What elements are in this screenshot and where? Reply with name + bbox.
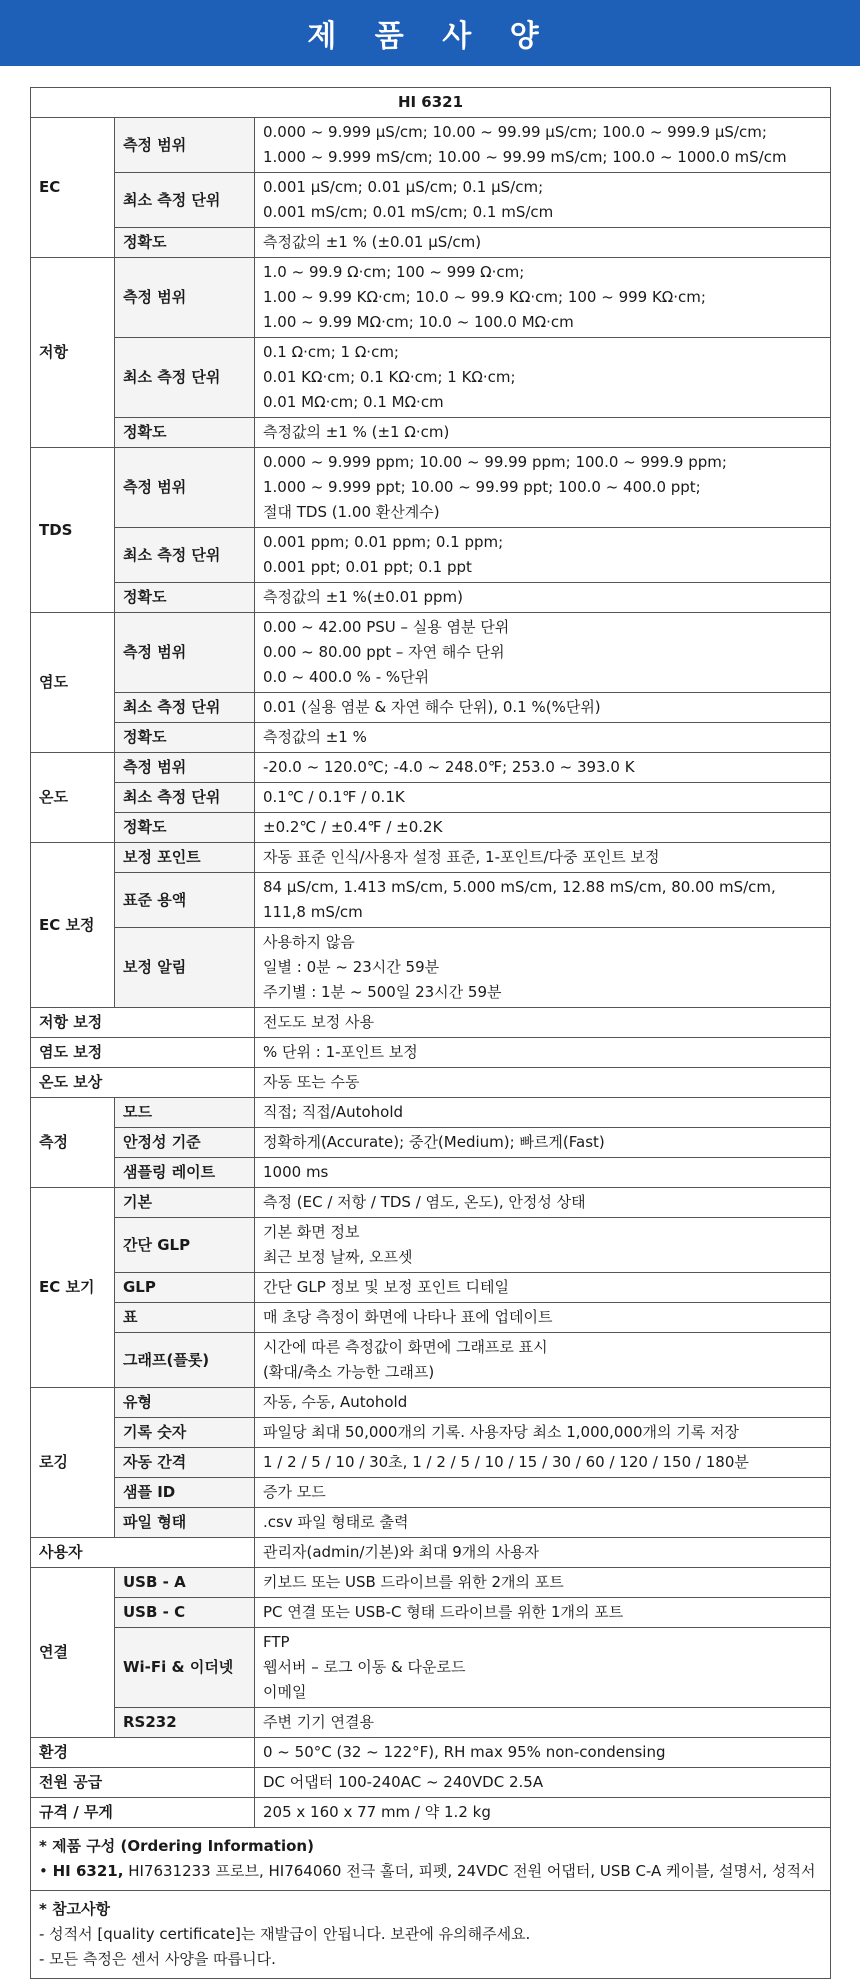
ordering-title: * 제품 구성 (Ordering Information) (39, 1837, 314, 1855)
sub-label: Wi-Fi & 이더넷 (115, 1628, 255, 1708)
sub-label: 정확도 (115, 723, 255, 753)
spec-value (255, 813, 831, 843)
value-line: 0.001 µS/cm; 0.01 µS/cm; 0.1 µS/cm; (263, 178, 544, 196)
spec-value (255, 1388, 831, 1418)
spec-row (31, 1508, 831, 1538)
section-label: 연결 (31, 1568, 115, 1738)
value-line: 1.00 ~ 9.99 KΩ·cm; 10.0 ~ 99.9 KΩ·cm; 100 ~ 999 KΩ·cm; (263, 288, 706, 306)
value-line: 매 초당 측정이 화면에 나타나 표에 업데이트 (263, 1308, 553, 1326)
section-label: 측정 (31, 1098, 115, 1188)
ordering-info (31, 1828, 831, 1891)
sub-label: 정확도 (115, 228, 255, 258)
spec-value (255, 1628, 831, 1708)
sub-label: 간단 GLP (115, 1218, 255, 1273)
spec-value (255, 173, 831, 228)
spec-row (31, 1768, 831, 1798)
value-line: DC 어댑터 100-240AC ~ 240VDC 2.5A (263, 1773, 544, 1791)
section-label: 규격 / 무게 (31, 1798, 255, 1828)
spec-value (255, 1768, 831, 1798)
value-line: 일별 : 0분 ~ 23시간 59분 (263, 958, 440, 976)
notes-title: * 참고사항 (39, 1900, 111, 1918)
sub-label: USB - A (115, 1568, 255, 1598)
spec-value (255, 1128, 831, 1158)
spec-value (255, 1188, 831, 1218)
value-line: 웹서버 – 로그 이동 & 다운로드 (263, 1658, 466, 1676)
value-line: 최근 보정 날짜, 오프셋 (263, 1248, 413, 1266)
section-label: 전원 공급 (31, 1768, 255, 1798)
value-line: 0.000 ~ 9.999 µS/cm; 10.00 ~ 99.99 µS/cm; 100.0 ~ 999.9 µS/cm; (263, 123, 767, 141)
value-line: (확대/축소 가능한 그래프) (263, 1363, 435, 1381)
spec-row (31, 1448, 831, 1478)
spec-value (255, 1538, 831, 1568)
spec-row (31, 1273, 831, 1303)
value-line: 111,8 mS/cm (263, 903, 363, 921)
value-line: 키보드 또는 USB 드라이브를 위한 2개의 포트 (263, 1573, 564, 1591)
spec-container (0, 66, 860, 1979)
value-line: 직접; 직접/Autohold (263, 1103, 404, 1121)
value-line: 절대 TDS (1.00 환산계수) (263, 503, 440, 521)
spec-row (31, 723, 831, 753)
spec-row (31, 528, 831, 583)
sub-label: 기본 (115, 1188, 255, 1218)
sub-label: 최소 측정 단위 (115, 528, 255, 583)
spec-row (31, 1303, 831, 1333)
sub-label: USB - C (115, 1598, 255, 1628)
spec-row (31, 843, 831, 873)
sub-label: GLP (115, 1273, 255, 1303)
section-label: TDS (31, 448, 115, 613)
value-line: % 단위 : 1-포인트 보정 (263, 1043, 418, 1061)
spec-row (31, 583, 831, 613)
spec-row (31, 813, 831, 843)
sub-label: 최소 측정 단위 (115, 338, 255, 418)
spec-value (255, 258, 831, 338)
spec-value (255, 1478, 831, 1508)
sub-label: 측정 범위 (115, 258, 255, 338)
spec-value (255, 1098, 831, 1128)
spec-value (255, 448, 831, 528)
value-line: 측정값의 ±1 %(±0.01 ppm) (263, 588, 463, 606)
spec-row (31, 1068, 831, 1098)
spec-row (31, 783, 831, 813)
value-line: 1000 ms (263, 1163, 329, 1181)
sub-label: 자동 간격 (115, 1448, 255, 1478)
spec-value (255, 1273, 831, 1303)
sub-label: 측정 범위 (115, 118, 255, 173)
spec-row (31, 1798, 831, 1828)
spec-row (31, 873, 831, 928)
value-line: 전도도 보정 사용 (263, 1013, 374, 1031)
spec-row (31, 1098, 831, 1128)
value-line: 측정값의 ±1 % (±0.01 µS/cm) (263, 233, 482, 251)
spec-row (31, 1008, 831, 1038)
value-line: 측정 (EC / 저항 / TDS / 염도, 온도), 안정성 상태 (263, 1193, 586, 1211)
spec-row (31, 693, 831, 723)
spec-footer (31, 1828, 831, 1979)
spec-row (31, 1038, 831, 1068)
value-line: 0.0 ~ 400.0 % - %단위 (263, 668, 430, 686)
sub-label: 정확도 (115, 813, 255, 843)
value-line: PC 연결 또는 USB-C 형태 드라이브를 위한 1개의 포트 (263, 1603, 624, 1621)
value-line: 0.001 ppm; 0.01 ppm; 0.1 ppm; (263, 533, 504, 551)
section-label: EC (31, 118, 115, 258)
spec-row (31, 173, 831, 228)
note-line: - 성적서 [quality certificate]는 재발급이 안됩니다. 보관에 유의해주세요. (39, 1925, 531, 1943)
spec-value (255, 1218, 831, 1273)
page-title-banner (0, 0, 860, 66)
value-line: 정확하게(Accurate); 중간(Medium); 빠르게(Fast) (263, 1133, 605, 1151)
spec-row (31, 1628, 831, 1708)
spec-value (255, 928, 831, 1008)
value-line: 자동 또는 수동 (263, 1073, 360, 1091)
value-line: 간단 GLP 정보 및 보정 포인트 디테일 (263, 1278, 510, 1296)
spec-row (31, 118, 831, 173)
value-line: -20.0 ~ 120.0℃; -4.0 ~ 248.0℉; 253.0 ~ 393.0 K (263, 758, 635, 776)
ordering-bullet: • (39, 1862, 53, 1880)
value-line: 관리자(admin/기본)와 최대 9개의 사용자 (263, 1543, 539, 1561)
sub-label: 정확도 (115, 418, 255, 448)
value-line: 0.01 (실용 염분 & 자연 해수 단위), 0.1 %(%단위) (263, 698, 601, 716)
spec-row (31, 613, 831, 693)
spec-value (255, 843, 831, 873)
value-line: 0.00 ~ 80.00 ppt – 자연 해수 단위 (263, 643, 505, 661)
spec-value (255, 693, 831, 723)
spec-row (31, 753, 831, 783)
value-line: 기본 화면 정보 (263, 1223, 360, 1241)
spec-value (255, 1333, 831, 1388)
value-line: 증가 모드 (263, 1483, 326, 1501)
value-line: 주변 기기 연결용 (263, 1713, 374, 1731)
spec-value (255, 873, 831, 928)
value-line: 0.1 Ω·cm; 1 Ω·cm; (263, 343, 399, 361)
value-line: 0.000 ~ 9.999 ppm; 10.00 ~ 99.99 ppm; 100.0 ~ 999.9 ppm; (263, 453, 727, 471)
sub-label: 그래프(플롯) (115, 1333, 255, 1388)
value-line: 0.001 mS/cm; 0.01 mS/cm; 0.1 mS/cm (263, 203, 554, 221)
notes (31, 1891, 831, 1979)
spec-row (31, 228, 831, 258)
spec-row (31, 448, 831, 528)
spec-row (31, 1598, 831, 1628)
spec-row (31, 1738, 831, 1768)
sub-label: 안정성 기준 (115, 1128, 255, 1158)
sub-label: 보정 알림 (115, 928, 255, 1008)
section-label: 저항 (31, 258, 115, 448)
page-title: 제 품 사 양 (307, 19, 553, 54)
spec-row (31, 1158, 831, 1188)
spec-table-body (31, 88, 831, 1828)
sub-label: 측정 범위 (115, 753, 255, 783)
spec-row (31, 1218, 831, 1273)
section-label: 저항 보정 (31, 1008, 255, 1038)
ordering-row (31, 1828, 831, 1891)
ordering-model: HI 6321, (52, 1862, 124, 1880)
spec-value (255, 1158, 831, 1188)
spec-row (31, 1418, 831, 1448)
value-line: 주기별 : 1분 ~ 500일 23시간 59분 (263, 983, 502, 1001)
spec-value (255, 1598, 831, 1628)
sub-label: 측정 범위 (115, 448, 255, 528)
spec-row (31, 928, 831, 1008)
section-label: EC 보기 (31, 1188, 115, 1388)
sub-label: RS232 (115, 1708, 255, 1738)
spec-value (255, 1448, 831, 1478)
value-line: 0.001 ppt; 0.01 ppt; 0.1 ppt (263, 558, 472, 576)
spec-value (255, 418, 831, 448)
value-line: 1.000 ~ 9.999 mS/cm; 10.00 ~ 99.99 mS/cm; 100.0 ~ 1000.0 mS/cm (263, 148, 787, 166)
section-label: 염도 보정 (31, 1038, 255, 1068)
model-row (31, 88, 831, 118)
ordering-line (39, 1862, 816, 1880)
section-label: 온도 보상 (31, 1068, 255, 1098)
sub-label: 샘플링 레이트 (115, 1158, 255, 1188)
value-line: 1.0 ~ 99.9 Ω·cm; 100 ~ 999 Ω·cm; (263, 263, 525, 281)
spec-value (255, 1303, 831, 1333)
sub-label: 표 (115, 1303, 255, 1333)
value-line: 0.00 ~ 42.00 PSU – 실용 염분 단위 (263, 618, 510, 636)
value-line: 측정값의 ±1 % (±1 Ω·cm) (263, 423, 450, 441)
section-label: 환경 (31, 1738, 255, 1768)
value-line: 1.000 ~ 9.999 ppt; 10.00 ~ 99.99 ppt; 100.0 ~ 400.0 ppt; (263, 478, 701, 496)
spec-value (255, 338, 831, 418)
sub-label: 최소 측정 단위 (115, 173, 255, 228)
spec-row (31, 338, 831, 418)
value-line: 측정값의 ±1 % (263, 728, 367, 746)
value-line: 205 x 160 x 77 mm / 약 1.2 kg (263, 1803, 491, 1821)
spec-value (255, 783, 831, 813)
spec-row (31, 1333, 831, 1388)
spec-row (31, 418, 831, 448)
value-line: 파일당 최대 50,000개의 기록. 사용자당 최소 1,000,000개의 기록 저장 (263, 1423, 740, 1441)
value-line: 사용하지 않음 (263, 933, 355, 951)
spec-value (255, 1418, 831, 1448)
spec-row (31, 1568, 831, 1598)
sub-label: 정확도 (115, 583, 255, 613)
spec-value (255, 613, 831, 693)
ordering-text: HI7631233 프로브, HI764060 전극 홀더, 피펫, 24VDC 전원 어댑터, USB C-A 케이블, 설명서, 성적서 (123, 1862, 816, 1880)
spec-value (255, 528, 831, 583)
spec-value (255, 583, 831, 613)
sub-label: 보정 포인트 (115, 843, 255, 873)
spec-value (255, 1068, 831, 1098)
notes-row (31, 1891, 831, 1979)
value-line: 1.00 ~ 9.99 MΩ·cm; 10.0 ~ 100.0 MΩ·cm (263, 313, 574, 331)
spec-value (255, 723, 831, 753)
spec-row (31, 258, 831, 338)
spec-value (255, 1708, 831, 1738)
spec-value (255, 1508, 831, 1538)
sub-label: 측정 범위 (115, 613, 255, 693)
value-line: 84 µS/cm, 1.413 mS/cm, 5.000 mS/cm, 12.88 mS/cm, 80.00 mS/cm, (263, 878, 776, 896)
sub-label: 모드 (115, 1098, 255, 1128)
sub-label: 최소 측정 단위 (115, 693, 255, 723)
spec-value (255, 1738, 831, 1768)
value-line: 자동 표준 인식/사용자 설정 표준, 1-포인트/다중 포인트 보정 (263, 848, 660, 866)
sub-label: 최소 측정 단위 (115, 783, 255, 813)
spec-value (255, 1008, 831, 1038)
sub-label: 샘플 ID (115, 1478, 255, 1508)
spec-row (31, 1128, 831, 1158)
section-label: 염도 (31, 613, 115, 753)
sub-label: 파일 형태 (115, 1508, 255, 1538)
spec-value (255, 1568, 831, 1598)
spec-row (31, 1188, 831, 1218)
value-line: 1 / 2 / 5 / 10 / 30초, 1 / 2 / 5 / 10 / 15 / 30 / 60 / 120 / 150 / 180분 (263, 1453, 749, 1471)
section-label: EC 보정 (31, 843, 115, 1008)
value-line: .csv 파일 형태로 출력 (263, 1513, 409, 1531)
sub-label: 표준 용액 (115, 873, 255, 928)
spec-row (31, 1478, 831, 1508)
section-label: 로깅 (31, 1388, 115, 1538)
value-line: 자동, 수동, Autohold (263, 1393, 408, 1411)
section-label: 사용자 (31, 1538, 255, 1568)
spec-value (255, 228, 831, 258)
value-line: FTP (263, 1633, 290, 1651)
value-line: 시간에 따른 측정값이 화면에 그래프로 표시 (263, 1338, 548, 1356)
value-line: ±0.2℃ / ±0.4℉ / ±0.2K (263, 818, 443, 836)
spec-value (255, 1038, 831, 1068)
spec-value (255, 753, 831, 783)
value-line: 0.01 MΩ·cm; 0.1 MΩ·cm (263, 393, 444, 411)
spec-row (31, 1708, 831, 1738)
model-name: HI 6321 (31, 88, 831, 118)
spec-table (30, 87, 831, 1979)
spec-row (31, 1388, 831, 1418)
sub-label: 유형 (115, 1388, 255, 1418)
spec-value (255, 1798, 831, 1828)
note-line: - 모든 측정은 센서 사양을 따릅니다. (39, 1950, 276, 1968)
spec-value (255, 118, 831, 173)
value-line: 0.01 KΩ·cm; 0.1 KΩ·cm; 1 KΩ·cm; (263, 368, 516, 386)
sub-label: 기록 숫자 (115, 1418, 255, 1448)
spec-row (31, 1538, 831, 1568)
value-line: 이메일 (263, 1683, 307, 1701)
section-label: 온도 (31, 753, 115, 843)
value-line: 0.1℃ / 0.1℉ / 0.1K (263, 788, 405, 806)
value-line: 0 ~ 50°C (32 ~ 122°F), RH max 95% non-condensing (263, 1743, 666, 1761)
